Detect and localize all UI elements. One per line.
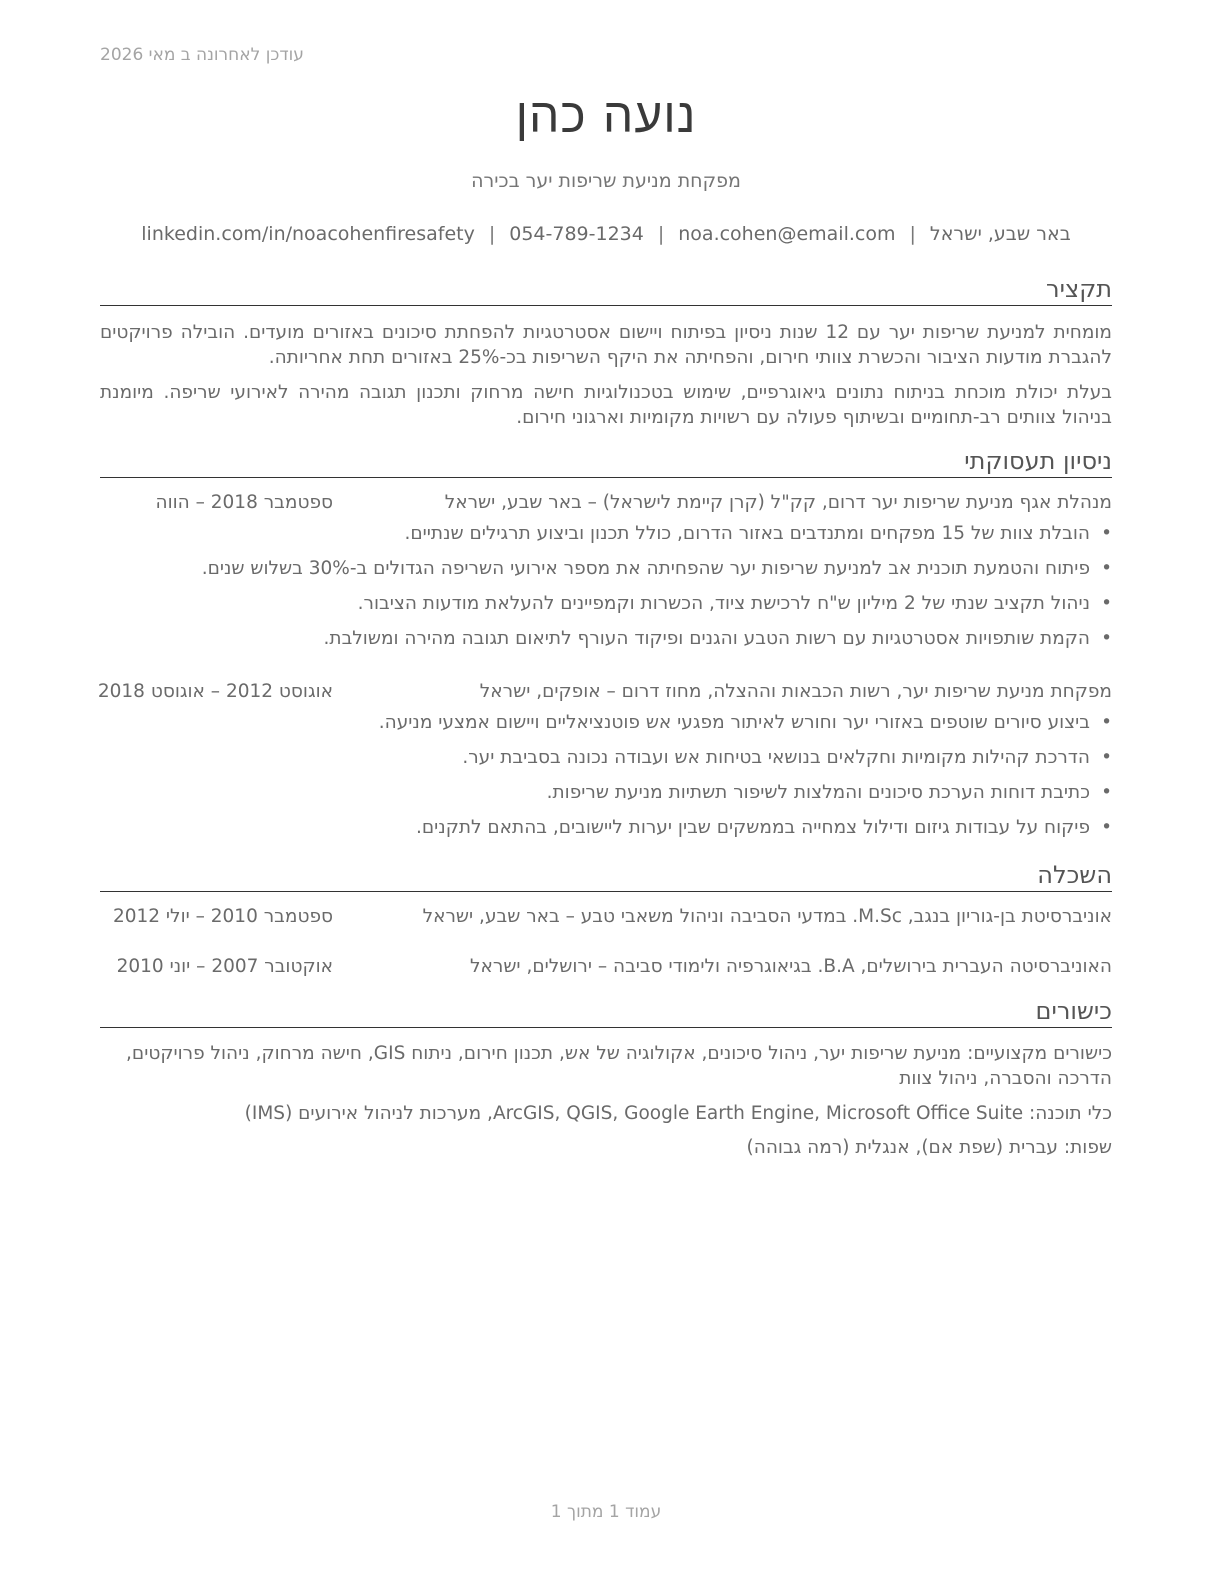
summary-paragraph: בעלת יכולת מוכחת בניתוח נתונים גיאוגרפיים, שימוש בטכנולוגיות חישה מרחוק ותכנון תגובה מהירה לאירועי שריפה. מיומנת בניהול צוותים רב-תחומיים ובשיתוף פעולה עם רשויות מקומיות וארגוני חירום. xyxy=(100,382,1112,428)
contact-separator: | xyxy=(657,223,665,245)
page-number: עמוד 1 מתוך 1 xyxy=(550,1502,662,1522)
contact-separator: | xyxy=(909,223,916,245)
job-bullet xyxy=(404,523,1112,544)
contact-separator: | xyxy=(488,223,496,245)
section-title-summary: תקציר xyxy=(100,274,1112,306)
job-bullet xyxy=(202,558,1112,579)
bullet-icon: • xyxy=(1101,712,1112,733)
education-title: אוניברסיטת בן-גוריון בנגב, M.Sc. במדעי הסביבה וניהול משאבי טבע – באר שבע, ישראל xyxy=(422,906,1112,927)
contact-line xyxy=(100,223,1112,245)
job-title: מנהלת אגף מניעת שריפות יער דרום, קק"ל (קרן קיימת לישראל) – באר שבע, ישראל xyxy=(444,492,1112,513)
bullet-icon: • xyxy=(1101,817,1112,838)
section-title-experience: ניסיון תעסוקתי xyxy=(100,446,1112,478)
bullet-text: כתיבת דוחות הערכת סיכונים והמלצות לשיפור תשתיות מניעת שריפות. xyxy=(546,782,1090,803)
bullet-text: ניהול תקציב שנתי של 2 מיליון ש"ח לרכישת ציוד, הכשרות וקמפיינים להעלאת מודעות הציבור. xyxy=(357,593,1090,614)
job-dates: אוגוסט 2012 – אוגוסט 2018 xyxy=(97,681,333,702)
bullet-text: פיתוח והטמעת תוכנית אב למניעת שריפות יער שהפחיתה את מספר אירועי השריפה הגדולים ב-30% בשלוש שנים. xyxy=(201,558,1090,579)
contact-linkedin-link[interactable]: linkedin.com/in/noacohenfiresafety xyxy=(141,223,475,245)
job-bullet xyxy=(462,747,1112,768)
bullet-text: הובלת צוות של 15 מפקחים ומתנדבים באזור הדרום, כולל תכנון וביצוע תרגילים שנתיים. xyxy=(404,523,1090,544)
education-dates: ספטמבר 2010 – יולי 2012 xyxy=(112,906,333,927)
bullet-text: ביצוע סיורים שוטפים באזורי יער וחורש לאיתור מפגעי אש פוטנציאליים ויישום אמצעי מניעה. xyxy=(378,712,1090,733)
job-bullet xyxy=(547,782,1112,803)
education-title: האוניברסיטה העברית בירושלים, B.A. בגיאוגרפיה ולימודי סביבה – ירושלים, ישראל xyxy=(470,956,1112,977)
section-title-skills: כישורים xyxy=(100,996,1112,1028)
skills-professional: כישורים מקצועיים: מניעת שריפות יער, ניהול סיכונים, אקולוגיה של אש, תכנון חירום, ניתוח GIS, חישה מרחוק, ניהול פרויקטים, הדרכה והסברה, ניהול צוות xyxy=(126,1043,1112,1089)
contact-location: באר שבע, ישראל xyxy=(929,223,1071,245)
candidate-name: נועה כהן xyxy=(515,88,697,144)
skills-software: כלי תוכנה: ArcGIS, QGIS, Google Earth Engine, Microsoft Office Suite, מערכות לניהול אירועים (IMS) xyxy=(244,1103,1112,1124)
job-bullet xyxy=(416,817,1112,838)
job-dates: ספטמבר 2018 – הווה xyxy=(155,492,333,513)
summary-paragraph: מומחית למניעת שריפות יער עם 12 שנות ניסיון בפיתוח ויישום אסטרטגיות להפחתת סיכונים באזורים מועדים. הובילה פרויקטים להגברת מודעות הציבור והכשרת צוותי חירום, והפחיתה את היקף השריפות בכ-25% באזורים תחת אחריותה. xyxy=(100,322,1112,368)
bullet-text: הקמת שותפויות אסטרטגיות עם רשות הטבע והגנים ופיקוד העורף לתיאום תגובה מהירה ומשולבת. xyxy=(323,628,1090,649)
contact-email-link[interactable]: noa.cohen@email.com xyxy=(678,223,896,245)
bullet-icon: • xyxy=(1101,782,1112,803)
last-updated-note: עודכן לאחרונה ב מאי 2026 xyxy=(100,45,304,65)
job-bullet xyxy=(379,712,1112,733)
job-title: מפקחת מניעת שריפות יער, רשות הכבאות וההצלה, מחוז דרום – אופקים, ישראל xyxy=(479,681,1112,702)
section-title-education: השכלה xyxy=(100,860,1112,892)
resume-page xyxy=(97,0,1112,1584)
skills-languages: שפות: עברית (שפת אם), אנגלית (רמה גבוהה) xyxy=(746,1137,1112,1158)
bullet-icon: • xyxy=(1101,523,1112,544)
education-dates: אוקטובר 2007 – יוני 2010 xyxy=(116,956,333,977)
bullet-icon: • xyxy=(1101,628,1112,649)
contact-phone[interactable]: 054-789-1234 xyxy=(509,223,644,245)
candidate-subtitle: מפקחת מניעת שריפות יער בכירה xyxy=(471,170,741,192)
bullet-text: פיקוח על עבודות גיזום ודילול צמחייה בממשקים שבין יערות ליישובים, בהתאם לתקנים. xyxy=(416,817,1090,838)
job-bullet xyxy=(358,593,1112,614)
bullet-text: הדרכת קהילות מקומיות וחקלאים בנושאי בטיחות אש ועבודה נכונה בסביבת יער. xyxy=(462,747,1090,768)
bullet-icon: • xyxy=(1101,558,1112,579)
bullet-icon: • xyxy=(1101,593,1112,614)
bullet-icon: • xyxy=(1101,747,1112,768)
job-bullet xyxy=(324,628,1112,649)
